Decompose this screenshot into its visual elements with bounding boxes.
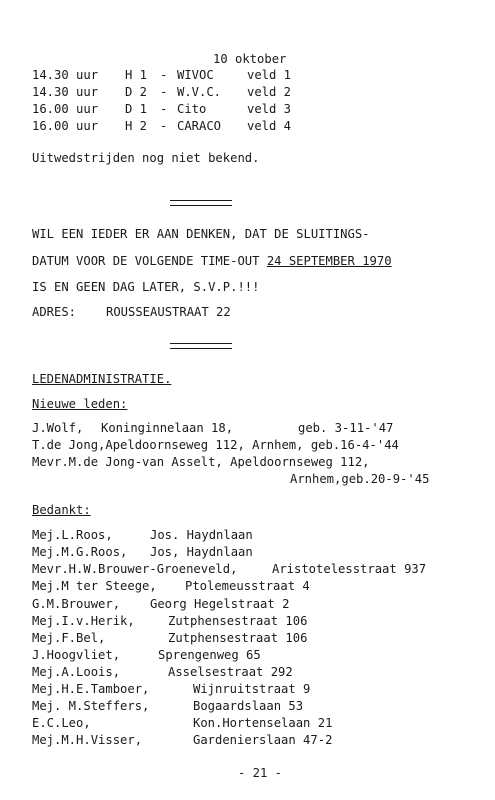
schedule-date: 10 oktober: [213, 52, 287, 66]
schedule-dash: -: [160, 119, 168, 133]
list-item: Mevr.M.de Jong-van Asselt, Apeldoornseweg 112,: [32, 455, 370, 469]
notice-line: WIL EEN IEDER ER AAN DENKEN, DAT DE SLUITINGS-: [32, 227, 370, 241]
section-heading: LEDENADMINISTRATIE.: [32, 372, 172, 386]
schedule-time: 14.30 uur: [32, 85, 99, 99]
cancelled-address: Georg Hegelstraat 2: [150, 597, 290, 611]
cancelled-address: Wijnruitstraat 9: [193, 682, 311, 696]
schedule-dash: -: [160, 102, 168, 116]
cancelled-name: Mej. M.Steffers,: [32, 699, 150, 713]
schedule-opponent: CARACO: [177, 119, 222, 133]
notice-line-text: DATUM VOOR DE VOLGENDE TIME-OUT: [32, 254, 267, 268]
notice-line: [32, 254, 392, 268]
schedule-dash: -: [160, 85, 168, 99]
schedule-time: 16.00 uur: [32, 102, 99, 116]
cancelled-name: Mej.A.Loois,: [32, 665, 121, 679]
away-games-note: Uitwedstrijden nog niet bekend.: [32, 151, 260, 165]
cancelled-address: Aristotelesstraat 937: [272, 562, 427, 576]
page-number: - 21 -: [238, 766, 283, 780]
cancelled-name: Mej.I.v.Herik,: [32, 614, 135, 628]
cancelled-name: Mej.M.H.Visser,: [32, 733, 143, 747]
list-item: Arnhem,geb.20-9-'45: [290, 472, 430, 486]
cancelled-address: Gardenierslaan 47-2: [193, 733, 333, 747]
cancelled-address: Jos, Haydnlaan: [150, 545, 253, 559]
schedule-opponent: WIVOC: [177, 68, 214, 82]
schedule-opponent: Cito: [177, 102, 207, 116]
cancelled-name: Mej.H.E.Tamboer,: [32, 682, 150, 696]
cancelled-name: E.C.Leo,: [32, 716, 91, 730]
address-label: ADRES:: [32, 305, 77, 319]
member-birth: geb. 3-11-'47: [298, 421, 394, 435]
cancelled-address: Kon.Hortenselaan 21: [193, 716, 333, 730]
schedule-time: 14.30 uur: [32, 68, 99, 82]
schedule-field: veld 1: [247, 68, 292, 82]
cancelled-name: Mej.F.Bel,: [32, 631, 106, 645]
schedule-field: veld 2: [247, 85, 292, 99]
deadline-date: 24 SEPTEMBER 1970: [266, 254, 392, 268]
cancelled-heading: Bedankt:: [32, 503, 91, 517]
schedule-team: H 2: [125, 119, 148, 133]
member-address: Koninginnelaan 18,: [101, 421, 234, 435]
address-value: ROUSSEAUSTRAAT 22: [106, 305, 231, 319]
schedule-dash: -: [160, 68, 168, 82]
cancelled-name: Mevr.H.W.Brouwer-Groeneveld,: [32, 562, 238, 576]
cancelled-name: Mej.M.G.Roos,: [32, 545, 128, 559]
new-members-heading: Nieuwe leden:: [32, 397, 128, 411]
cancelled-name: J.Hoogvliet,: [32, 648, 121, 662]
schedule-opponent: W.V.C.: [177, 85, 222, 99]
cancelled-address: Asselsestraat 292: [168, 665, 293, 679]
schedule-field: veld 4: [247, 119, 292, 133]
schedule-team: D 1: [125, 102, 148, 116]
cancelled-name: G.M.Brouwer,: [32, 597, 121, 611]
cancelled-address: Ptolemeusstraat 4: [185, 579, 310, 593]
section-divider: [170, 200, 232, 206]
cancelled-address: Zutphensestraat 106: [168, 614, 308, 628]
notice-line: IS EN GEEN DAG LATER, S.V.P.!!!: [32, 280, 260, 294]
schedule-team: H 1: [125, 68, 148, 82]
member-name: J.Wolf,: [32, 421, 84, 435]
cancelled-name: Mej.L.Roos,: [32, 528, 113, 542]
section-divider: [170, 343, 232, 349]
cancelled-address: Bogaardslaan 53: [193, 699, 304, 713]
schedule-team: D 2: [125, 85, 148, 99]
cancelled-address: Jos. Haydnlaan: [150, 528, 253, 542]
cancelled-address: Sprengenweg 65: [158, 648, 261, 662]
schedule-time: 16.00 uur: [32, 119, 99, 133]
list-item: T.de Jong,Apeldoornseweg 112, Arnhem, geb.16-4-'44: [32, 438, 399, 452]
schedule-field: veld 3: [247, 102, 292, 116]
cancelled-address: Zutphensestraat 106: [168, 631, 308, 645]
cancelled-name: Mej.M ter Steege,: [32, 579, 157, 593]
